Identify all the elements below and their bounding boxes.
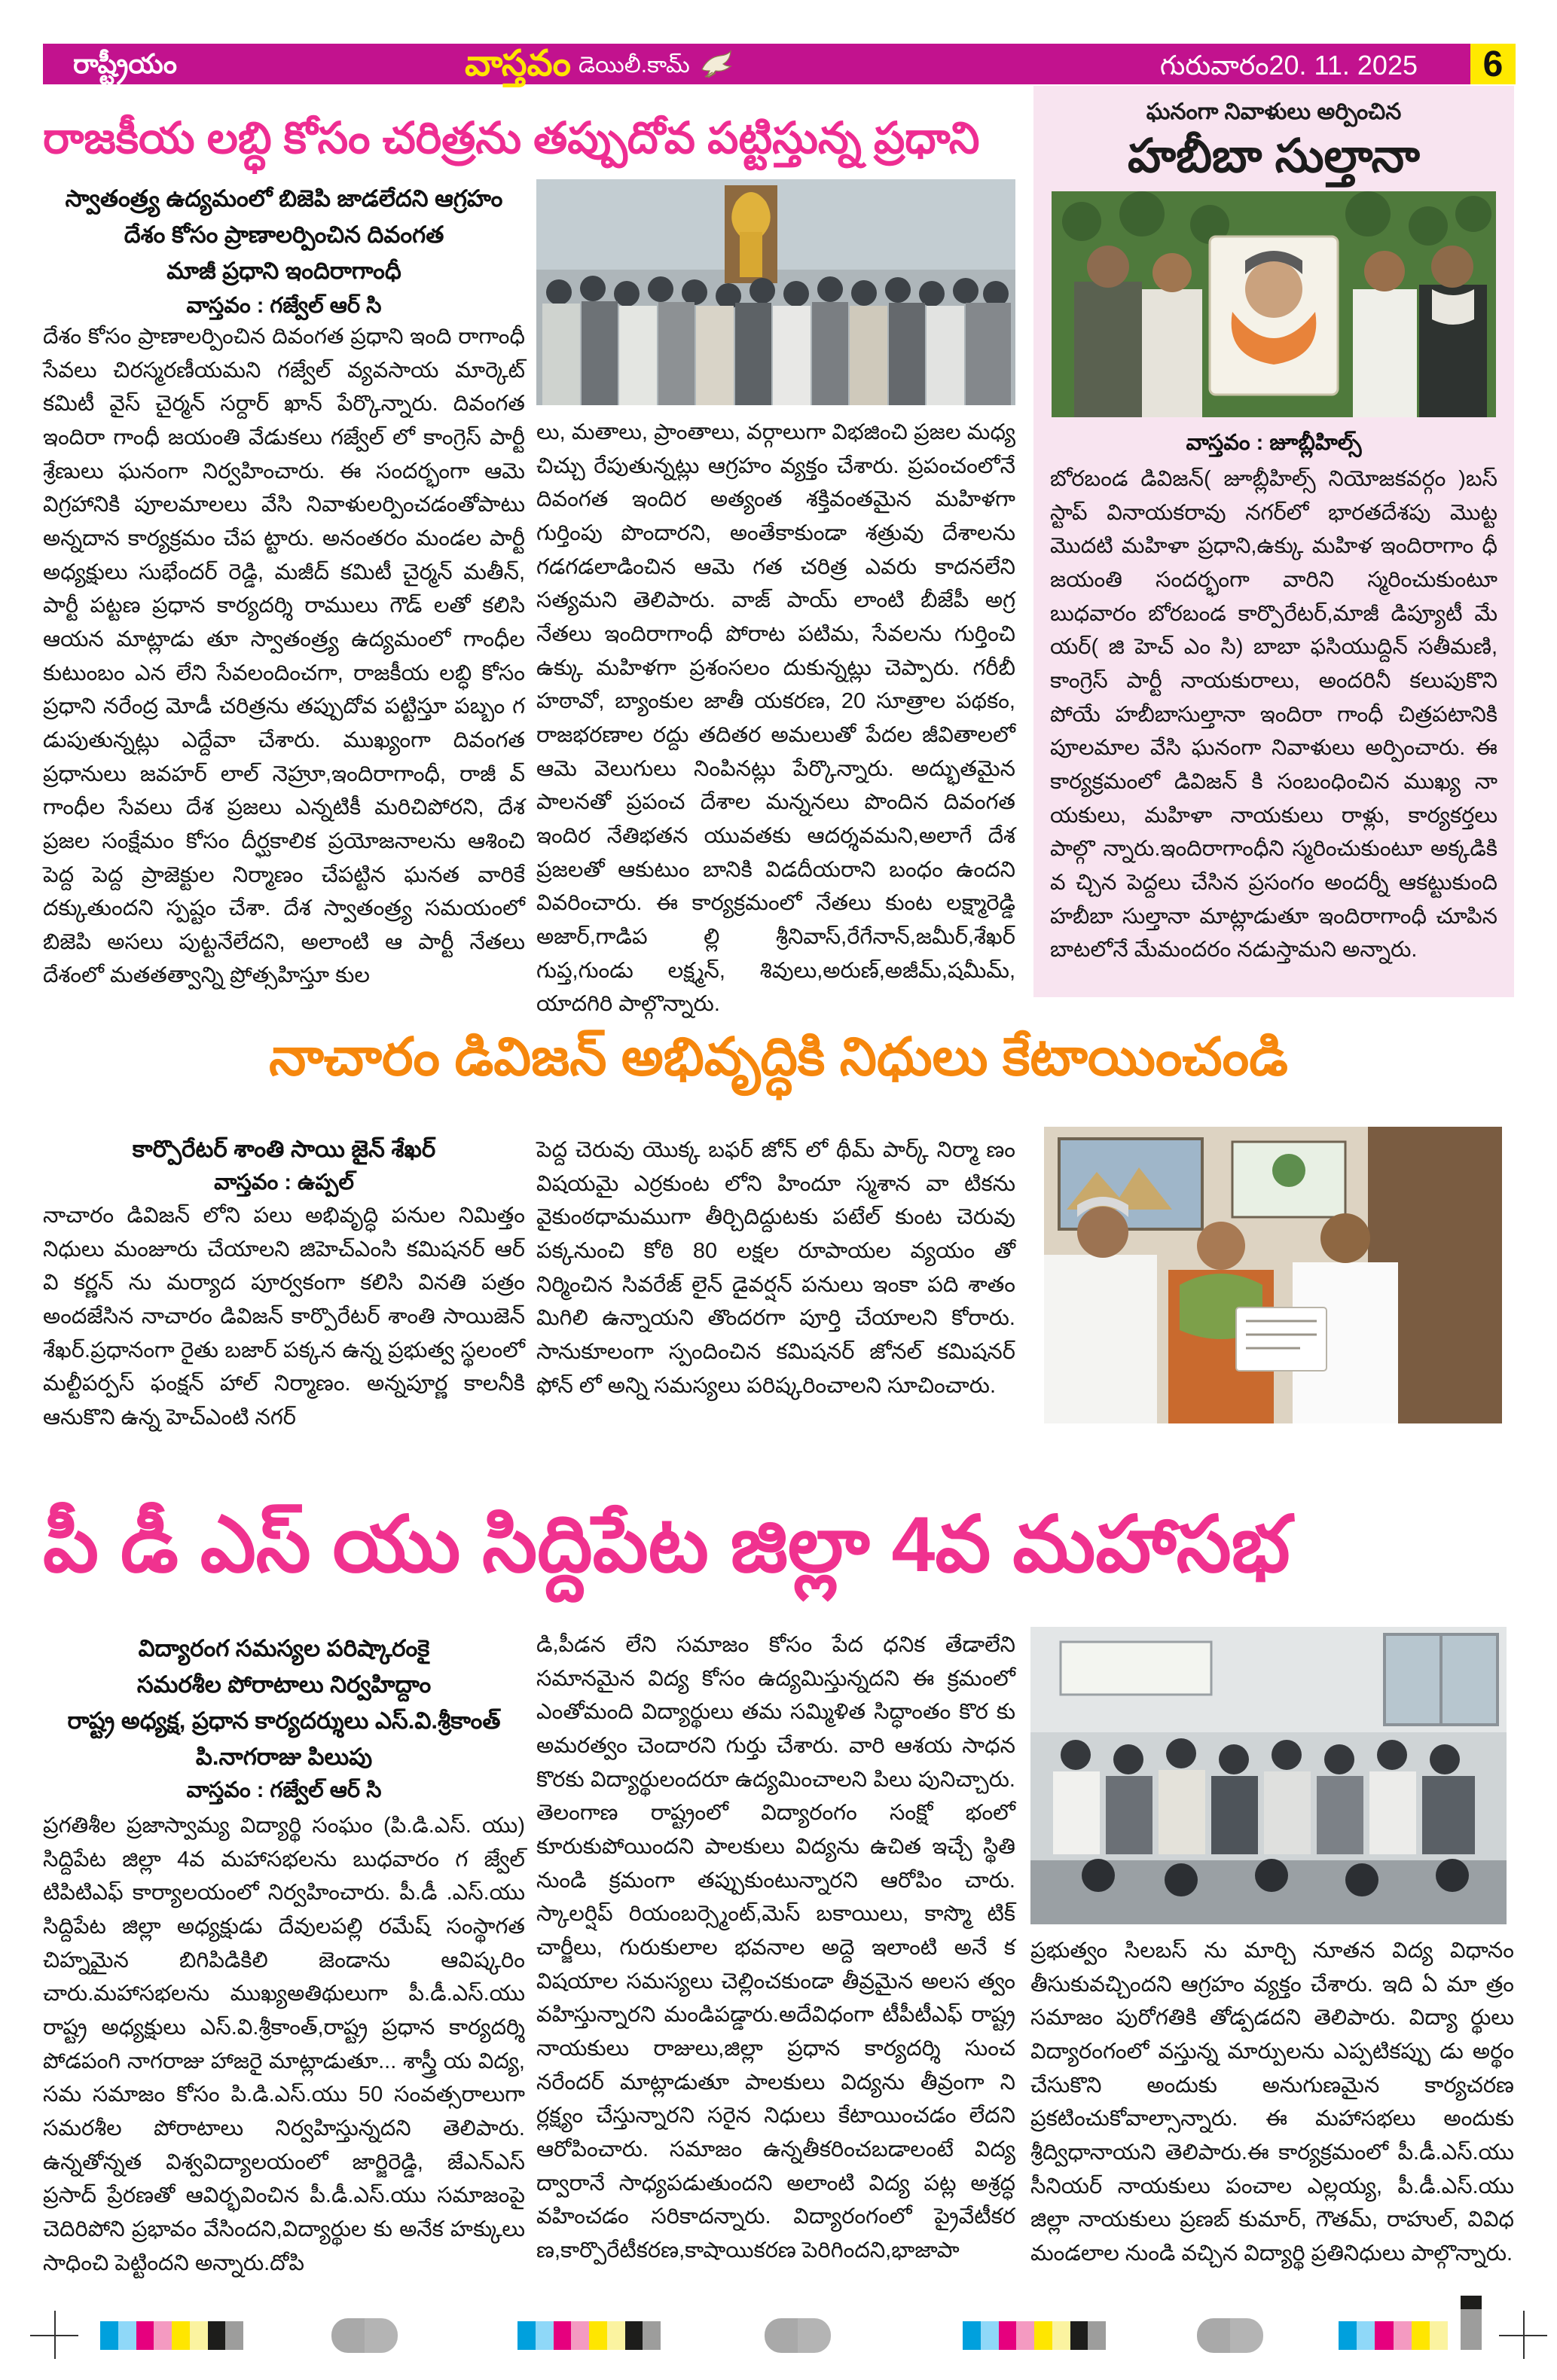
article1-byline: వాస్తవం : గజ్వేల్ ఆర్ సి [186,294,382,319]
color-bar-segment [607,2321,625,2350]
article3-subhead-block [43,1131,525,1201]
article3-subhead: కార్పొరేటర్ శాంతి సాయి జైన్ శేఖర్ [132,1136,436,1162]
registration-crosshair-left [30,2311,78,2359]
color-bar-segment [225,2321,243,2350]
color-bar-segment [1375,2321,1393,2350]
date-label: గురువారం20. 11. 2025 [1159,50,1418,81]
article1-column-2: లు, మతాలు, ప్రాంతాలు, వర్గాలుగా విభజించి ప్రజల మధ్య చిచ్చు రేపుతున్నట్లు ఆగ్రహం వ్యక్తం చేశారు. ప్రపంచంలోనే దివంగత ఇందిర అత్యంత శక్తివంతమైన మహిళగా గుర్తింపు పొందారని, అంతేకాకుండా శత్రువు దేశాలను గడగడలాడించిన ఆమె గత చరిత్ర ఎవరు కాదనలేని సత్యమని తెలిపారు. వాజ్ పాయ్ లాంటి బీజేపీ అగ్ర నేతలు ఇందిరాగాంధీ పోరాట పటిమ, సేవలను గుర్తించి ఉక్కు మహిళగా ప్రశంసలం దుకున్నట్లు చెప్పారు. గరీబీ హఠావో, బ్యాంకుల జాతీ యకరణ, 20 సూత్రాల పథకం, రాజభరణాల రద్దు తదితర అమలుతో పేదల జీవితాలలో ఆమె వెలుగులు నింపినట్లు పేర్కొన్నారు. అద్భుతమైన పాలనతో ప్రపంచ దేశాల మన్ననలు పొందిన దివంగత ఇందిర నేతిభతన యువతకు ఆదర్శవమని,అలాగే దేశ ప్రజలతో ఆకుటుం బానికి విడదీయరాని బంధం ఉందని వివరించారు. ఈ కార్యక్రమంలో నేతలు కుంట లక్ష్మారెడ్డి అజార్,గాడిప ల్లి శ్రీనివాస్,రేగేనాన్,జమీర్,శేఖర్ గుప్త,గుండు లక్ష్మన్, శివులు,అరుణ్,అజీమ్,షమీమ్, యాదగిరి పాల్గొన్నారు. [536,420,1015,1017]
color-bar-segment [999,2321,1017,2350]
cmyk-color-bar [517,2321,661,2350]
color-bar-segment [1339,2321,1357,2350]
registration-crosshair-right [1499,2311,1547,2359]
color-bar-segment [136,2321,154,2350]
article4-byline: వాస్తవం : గజ్వేల్ ఆర్ సి [186,1778,382,1803]
article3-headline: నాచారం డివిజన్ అభివృద్ధికి నిధులు కేటాయించండి [269,1027,1288,1086]
brand-suffix: డెయిలీ.కామ్ [578,52,690,78]
brand [465,44,732,84]
article4-subhead-block [43,1631,525,1808]
article3-photo [1044,1127,1502,1423]
article4-subhead-2: సమరశీల పోరాటాలు నిర్వహిద్దాం [136,1671,432,1698]
article1-column-1: దేశం కోసం ప్రాణాలర్పించిన దివంగత ప్రధాని ఇంది రాగాంధీ సేవలు చిరస్మరణీయమని గజ్వేల్ వ్యవసాయ మార్కెట్ కమిటీ వైస్ చైర్మన్ సర్దార్ ఖాన్ పేర్కొన్నారు. దివంగత ఇందిరా గాంధీ జయంతి వేడుకలు గజ్వేల్ లో కాంగ్రెస్ పార్టీ శ్రేణులు ఘనంగా నిర్వహించారు. ఈ సందర్భంగా ఆమె విగ్రహానికి పూలమాలలు వేసి నివాళులర్పించడంతోపాటు అన్నదాన కార్యక్రమం చేప ట్టారు. అనంతరం మండల పార్టీ అధ్యక్షులు సుభేందర్ రెడ్డి, మజీద్ కమిటీ చైర్మన్ మతీన్, పార్టీ పట్టణ ప్రధాన కార్యదర్శి రాములు గౌడ్ లతో కలిసి ఆయన మాట్లాడు తూ స్వాతంత్ర్య ఉద్యమంలో గాంధీల కుటుంబం ఎన లేని సేవలందించగా, రాజకీయ లబ్ధి కోసం ప్రధాని నరేంద్ర మోడీ చరిత్రను తప్పుదోవ పట్టిస్తూ పబ్బం గ డుపుతున్నట్లు ఎద్దేవా చేశారు. ముఖ్యంగా దివంగత ప్రధానులు జవహర్ లాల్ నెహ్రూ,ఇందిరాగాంధీ, రాజీ వ్ గాంధీల సేవలు దేశ ప్రజలు ఎన్నటికీ మరిచిపోరని, దేశ ప్రజల సంక్షేమం కోసం దీర్ఘకాలిక ప్రయోజనాలను ఆశించి పెద్ద పెద్ద ప్రాజెక్టుల నిర్మాణం చేపట్టిన ఘనత వారికే దక్కుతుందని స్పష్టం చేశా. దేశ స్వాతంత్ర్య సమయంలో బిజెపి అసలు పుట్టనేలేదని, అలాంటి ఆ పార్టీ నేతలు దేశంలో మతతత్వాన్ని ప్రోత్సహిస్తూ కుల [43,325,525,988]
color-bar-segment [172,2321,190,2350]
page-number: 6 [1470,44,1516,84]
color-bar-segment [190,2321,208,2350]
article1-headline: రాజకీయ లబ్ధి కోసం చరిత్రను తప్పుదోవ పట్టిస్తున్న ప్రధాని [43,114,980,163]
color-bar-segment [517,2321,536,2350]
cmyk-color-bar [963,2321,1106,2350]
brand-title: వాస్తవం [465,44,571,84]
color-bar-segment [625,2321,643,2350]
color-bar-segment [963,2321,981,2350]
color-bar-segment [1357,2321,1375,2350]
article1-photo [536,179,1015,405]
color-bar-segment [589,2321,607,2350]
article4-headline: పీ డీ ఎస్ యు సిద్దిపేట జిల్లా 4వ మహాసభ [43,1501,1290,1588]
article2-box [1033,86,1514,997]
article2-body: బోరబండ డివిజన్( జూబ్లీహిల్స్ నియోజకవర్గం )బస్ స్టాప్ వినాయకరావు నగర్‌లో భారతదేశపు మొట్ట మొదటి మహిళా ప్రధాని,ఉక్కు మహిళ ఇందిరాగాం ధీ జయంతి సందర్భంగా వారిని స్మరించుకుంటూ బుధవారం బోరబండ కార్పొరేటర్,మాజీ డిప్యూటీ మే యర్( జి హెచ్ ఎం సి) బాబా ఫసియుద్దిన్ సతీమణి, కాంగ్రెస్ పార్టీ నాయకురాలు, అందరినీ కలుపుకొని పోయే హబీబాసుల్తానా ఇందిరా గాంధీ చిత్రపటానికి పూలమాల వేసి ఘనంగా నివాళులు అర్పించారు. ఈ కార్యక్రమంలో డివిజన్ కి సంబంధించిన ముఖ్య నా యకులు, మహిళా నాయకులు రాళ్లు, కార్యకర్తలు పాల్గొ న్నారు.ఇందిరాగాంధీని స్మరించుకుంటూ అక్కడికి వ చ్చిన పెద్దలు చేసిన ప్రసంగం అందర్నీ ఆకట్టుకుంది హబీబా సుల్తానా మాట్లాడుతూ ఇందిరాగాంధీ చూపిన బాటలోనే మేమందరం నడుస్తామని అన్నారు. [1050,467,1497,963]
article1-subhead-3: మాజీ ప్రధాని ఇందిరాగాంధీ [166,258,401,285]
color-bar-segment [554,2321,572,2350]
article4-subhead-4: పి.నాగరాజు పిలుపు [195,1744,373,1771]
gray-patch [765,2318,831,2353]
article4-photo [1030,1627,1507,1924]
color-bar-segment [100,2321,118,2350]
color-bar-segment [1070,2321,1088,2350]
color-bar-segment [118,2321,136,2350]
color-bar-segment [643,2321,661,2350]
color-bar-segment [1412,2321,1430,2350]
article3-column-2: పెద్ద చెరువు యొక్క బఫర్ జోన్ లో థీమ్ పార్క్ నిర్మా ణం విషయమై ఎర్రకుంట లోని హిందూ స్మశాన వా టికను వైకుంఠధామముగా తీర్చిదిద్దుటకు పటేల్ కుంట చెరువు పక్కనుంచి కోఠి 80 లక్షల రూపాయల వ్యయం తో నిర్మించిన సివరేజ్ లైన్ డైవర్షన్ పనులు ఇంకా పది శాతం మిగిలి ఉన్నాయని తొందరగా పూర్తి చేయాలని కోరారు. సానుకూలంగా స్పందించిన కమిషనర్ జోనల్ కమిషనర్ ఫోన్ లో అన్ని సమస్యలు పరిష్కరించాలని సూచించారు. [536,1138,1015,1398]
color-bar-segment [1016,2321,1034,2350]
article2-byline: వాస్తవం : జూబ్లీహిల్స్ [1186,431,1362,455]
article4-subhead-3: రాష్ట్ర అధ్యక్ష, ప్రధాన కార్యదర్శులు ఎస్.వి.శ్రీకాంత్ [67,1707,501,1735]
article4-column-1: ప్రగతిశీల ప్రజాస్వామ్య విద్యార్థి సంఘం (పి.డి.ఎస్. యు) సిద్దిపేట జిల్లా 4వ మహాసభలను బుధవారం గ జ్వేల్ టిపిటిఎఫ్ కార్యాలయంలో నిర్వహించారు. పీ.డీ .ఎస్.యు సిద్దిపేట జిల్లా అధ్యక్షుడు దేవులపల్లి రమేష్ సంస్థాగత చిహ్నమైన బిగిపిడికిలి జెండాను ఆవిష్కరిం చారు.మహాసభలను ముఖ్యఅతిథులుగా పీ.డీ.ఎస్.యు రాష్ట్ర అధ్యక్షులు ఎస్.వి.శ్రీకాంత్,రాష్ట్ర ప్రధాన కార్యదర్శి పోడపంగి నాగరాజు హాజరై మాట్లాడుతూ... శాస్త్రీ య విద్య, సమ సమాజం కోసం పి.డి.ఎస్.యు 50 సంవత్సరాలుగా సమరశీల పోరాటాలు నిర్వహిస్తున్నదని తెలిపారు. ఉన్నతోన్నత విశ్వవిద్యాలయంలో జార్జిరెడ్డి, జేఎన్ఎస్ ప్రసాద్ ప్రేరణతో ఆవిర్భవించిన పీ.డీ.ఎస్.యు సమాజంపై చెదిరిపోని ప్రభావం వేసిందని,విద్యార్థుల కు అనేక హక్కులు సాధించి పెట్టిందని అన్నారు.దోపి [43,1814,525,2275]
registration-density-patch [1461,2306,1482,2350]
article3-byline: వాస్తవం : ఉప్పల్ [214,1170,354,1195]
color-bar-segment [571,2321,589,2350]
cmyk-color-bar [100,2321,243,2350]
color-bar-segment [154,2321,172,2350]
color-bar-segment [981,2321,999,2350]
article2-kicker: ఘనంగా నివాళులు అర్పించిన [1146,99,1402,124]
section-label: రాష్ట్రీయం [73,48,177,79]
article2-headline: హబీబా సుల్తానా [1128,130,1420,182]
masthead-bar [43,44,1470,84]
color-bar-segment [1394,2321,1412,2350]
article3-column-1: నాచారం డివిజన్ లోని పలు అభివృద్ధి పనుల నిమిత్తం నిధులు మంజూరు చేయాలని జిహెచ్ఎంసి కమిషనర్ ఆర్ వి కర్ణన్ ను మర్యాద పూర్వకంగా కలిసి వినతి పత్రం అందజేసిన నాచారం డివిజన్ కార్పొరేటర్ శాంతి సాయిజెన్ శేఖర్.ప్రధానంగా రైతు బజార్ పక్కన ఉన్న ప్రభుత్వ స్థలంలో మల్టీపర్పస్ ఫంక్షన్ హాల్ నిర్మాణం. అన్నపూర్ణ కాలనీకి ఆనుకొని ఉన్న హెచ్ఎంటి నగర్ [43,1204,525,1430]
color-bar-segment [1430,2321,1448,2350]
color-bar-segment [1088,2321,1106,2350]
gray-patch [1197,2318,1263,2353]
article4-column-2: డి,పీడన లేని సమాజం కోసం పేద ధనిక తేడాలేని సమానమైన విద్య కోసం ఉద్యమిస్తున్నదని ఈ క్రమంలో ఎంతోమంది విద్యార్థులు తమ సమ్మిళిత సిద్ధాంతం కొర కు అమరత్వం చెందారని గుర్తు చేశారు. వారి ఆశయ సాధన కొరకు విద్యార్థులందరూ ఉద్యమించాలని పిలు పునిచ్చారు. తెలంగాణ రాష్ట్రంలో విద్యారంగం సంక్షో భంలో కూరుకుపోయిందని పాలకులు విద్యను ఉచిత ఇచ్చే స్థితి నుండి క్రమంగా తప్పుకుంటున్నారని ఆరోపిం చారు. స్కాలర్షిప్ రియంబర్స్మెంట్,మెస్ బకాయిలు, కాస్మొ టిక్ చార్జీలు, గురుకులాల భవనాల అద్దె ఇలాంటి అనే క విషయాల సమస్యలు చెల్లించకుండా తీవ్రమైన అలస త్వం వహిస్తున్నారని మండిపడ్డారు.అదేవిధంగా టీపీటీఎఫ్ రాష్ట్ర నాయకులు రాజులు,జిల్లా ప్రధాన కార్యదర్శి సుంచ నరేందర్ మాట్లాడుతూ పాలకులు విద్యను తీవ్రంగా ని ర్లక్ష్యం చేస్తున్నారని సరైన నిధులు కేటాయించడం లేదని ఆరోపించారు. సమాజం ఉన్నతీకరించబడాలంటే విద్య ద్వారానే సాధ్యపడుతుందని అలాంటి విద్య పట్ల అశ్రద్ధ వహించడం సరికాదన్నారు. విద్యారంగంలో ప్రైవేటీకర ణ,కార్పొరేటీకరణ,కాషాయికరణ పెరిగిందని,భాజాపా [536,1633,1015,2263]
cmyk-color-bar-short [1339,2321,1448,2350]
dove-icon [698,45,732,84]
article1-subhead-2: దేశం కోసం ప్రాణాలర్పించిన దివంగత [124,221,444,249]
article1-subhead-1: స్వాతంత్ర్య ఉద్యమంలో బిజెపి జాడలేదని ఆగ్రహం [65,185,503,212]
color-bar-segment [208,2321,226,2350]
color-bar-segment [536,2321,554,2350]
article4-column-3: ప్రభుత్వం సిలబస్ ను మార్చి నూతన విద్య విధానం తీసుకువచ్చిందని ఆగ్రహం వ్యక్తం చేశారు. ఇది ఏ మా త్రం సమాజం పురోగతికి తోడ్పడదని తెలిపారు. విద్యా ర్థులు విద్యారంగంలో వస్తున్న మార్పులను ఎప్పటికప్పు డు అర్థం చేసుకొని అందుకు అనుగుణమైన కార్యచరణ ప్రకటించుకోవాల్సాన్నారు. ఈ మహాసభలు అందుకు శ్రీద్విధానాయని తెలిపారు.ఈ కార్యక్రమంలో పీ.డీ.ఎస్.యు సీనియర్ నాయకులు పంచాల ఎల్లయ్య, పీ.డీ.ఎస్.యు జిల్లా నాయకులు ప్రణబ్ కుమార్, గౌతమ్, రాహుల్, వివిధ మండలాల నుండి వచ్చిన విద్యార్థి ప్రతినిధులు పాల్గొన్నారు. [1030,1939,1514,2266]
color-bar-segment [1034,2321,1052,2350]
gray-patch [331,2318,398,2353]
article2-photo [1052,191,1496,417]
article4-subhead-1: విద్యారంగ సమస్యల పరిష్కారంకై [138,1635,430,1661]
color-bar-segment [1052,2321,1070,2350]
article1-subhead-block [43,181,525,324]
